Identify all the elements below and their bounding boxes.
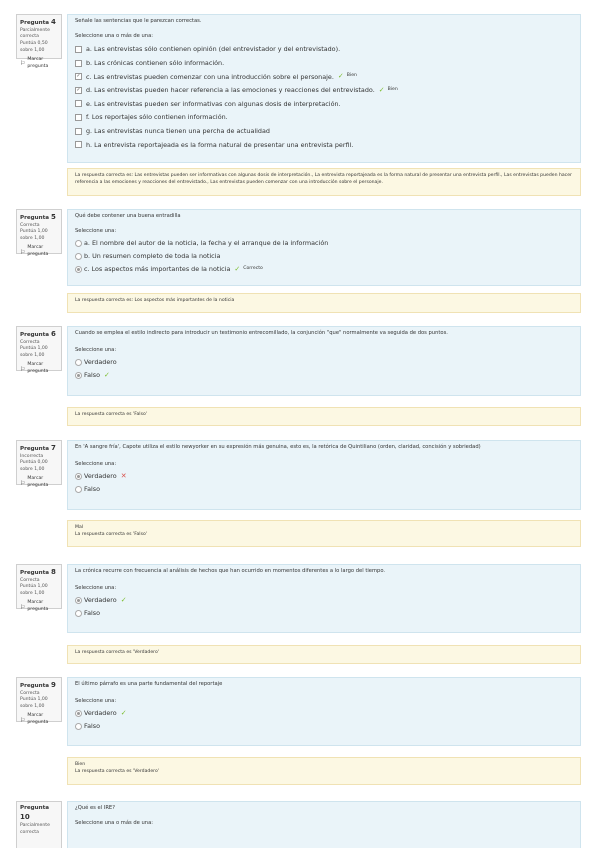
option-f[interactable]: f. Los reportajes sólo contienen información.	[75, 111, 573, 125]
question-info-8	[16, 564, 62, 613]
option-falso[interactable]: Falso	[75, 607, 573, 620]
correct-answer-text: La respuesta correcta es 'Falso'	[75, 412, 148, 417]
check-icon: ✓	[234, 264, 241, 273]
feedback-general: Mal	[75, 525, 84, 530]
question-state: Parcialmente correcta	[20, 27, 50, 40]
question-number: Pregunta 7	[20, 444, 56, 452]
radio[interactable]	[75, 610, 82, 617]
option-b[interactable]: b. Las crónicas contienen sólo información.	[75, 56, 573, 70]
correct-answer-text: La respuesta correcta es 'Verdadero'	[75, 769, 160, 775]
checkbox[interactable]	[75, 46, 82, 53]
checkbox[interactable]	[75, 128, 82, 135]
question-score: Puntúa 0,00 sobre 1,00	[20, 460, 48, 473]
answer-prompt: Seleccione una:	[75, 697, 117, 704]
feedback-7	[67, 520, 581, 547]
question-text: En 'A sangre fría', Capote utiliza el estilo newyorker en su expresión más genuina, esto es, la retórica de Quintiliano (orden, claridad, concisión y sobriedad)	[75, 444, 481, 450]
option-verdadero[interactable]: Verdadero ✓	[75, 707, 573, 720]
option-falso[interactable]: Falso	[75, 720, 573, 733]
option-verdadero[interactable]: Verdadero ✕	[75, 470, 573, 483]
check-icon: ✓	[120, 595, 127, 604]
question-number: Pregunta 8	[20, 568, 56, 576]
flag-icon: ⚐	[20, 716, 26, 724]
flag-question-link[interactable]: ⚐ Marcar pregunta	[20, 245, 49, 258]
flag-icon: ⚐	[20, 603, 26, 611]
correct-answer-text: La respuesta correcta es 'Falso'	[75, 532, 148, 538]
correct-answer-text: La respuesta correcta es: Los aspectos más importantes de la noticia	[75, 298, 235, 303]
question-state: Correcta	[20, 222, 40, 228]
feedback-4	[67, 168, 581, 196]
feedback-6	[67, 407, 581, 426]
question-number: Pregunta 6	[20, 330, 56, 338]
flag-question-link[interactable]: ⚐ Marcar pregunta	[20, 362, 49, 375]
question-content-4	[67, 14, 581, 163]
question-score: Puntúa 1,00 sobre 1,00	[20, 697, 48, 710]
option-d[interactable]: ✓ d. Las entrevistas pueden hacer referencia a las emociones y reacciones del entrevistado. ✓ Bien	[76, 85, 398, 95]
option-c[interactable]: c. Los aspectos más importantes de la noticia ✓ Correcto	[75, 263, 573, 276]
feedback-5	[67, 293, 581, 313]
radio-selected[interactable]	[75, 266, 82, 273]
flag-icon: ⚐	[20, 248, 26, 256]
option-verdadero[interactable]: Verdadero	[75, 356, 573, 369]
question-state: Correcta	[20, 690, 40, 696]
question-info-4	[16, 14, 62, 69]
question-text: El último párrafo es una parte fundamental del reportaje	[75, 681, 223, 687]
question-content-6	[67, 326, 581, 396]
checkbox[interactable]	[75, 100, 82, 107]
cross-icon: ✕	[120, 471, 127, 480]
answer-prompt: Seleccione una:	[75, 460, 117, 467]
feedback-9	[67, 757, 581, 785]
question-score: Puntúa 0,50 sobre 1,00	[20, 41, 48, 54]
checkbox-checked[interactable]: ✓	[76, 73, 81, 80]
radio[interactable]	[75, 240, 82, 247]
radio-selected[interactable]	[75, 710, 82, 717]
question-state: Incorrecta	[20, 453, 44, 459]
radio[interactable]	[75, 253, 82, 260]
checkbox[interactable]	[75, 141, 82, 148]
feedback-8	[67, 645, 581, 664]
question-info-9	[16, 677, 62, 726]
option-g[interactable]: g. Las entrevistas nunca tienen una percha de actualidad	[75, 124, 573, 138]
question-content-9	[67, 677, 581, 746]
question-number: Pregunta 9	[20, 681, 56, 689]
question-content-7	[67, 440, 581, 510]
question-state: Parcialmente correcta	[20, 822, 50, 835]
question-score: Puntúa 1,00 sobre 1,00	[20, 346, 48, 359]
question-content-10	[67, 801, 581, 848]
option-verdadero[interactable]: Verdadero ✓	[75, 594, 573, 607]
checkbox-checked[interactable]: ✓	[76, 86, 81, 93]
feedback-general: Bien	[75, 762, 86, 767]
checkbox[interactable]	[75, 114, 82, 121]
option-falso[interactable]: Falso	[75, 483, 573, 496]
question-number: Pregunta 4	[20, 18, 56, 26]
answer-prompt: Seleccione una:	[75, 584, 117, 591]
question-state: Correcta	[20, 577, 40, 583]
correct-answer-text: La respuesta correcta es 'Verdadero'	[75, 650, 160, 655]
option-a[interactable]: a. El nombre del autor de la noticia, la fecha y el arranque de la información	[75, 237, 573, 250]
option-e[interactable]: e. Las entrevistas pueden ser informativas con algunas dosis de interpretación.	[75, 97, 573, 111]
flag-question-link[interactable]: ⚐ Marcar pregunta	[20, 713, 49, 726]
question-info-6	[16, 326, 62, 375]
check-icon: ✓	[378, 85, 385, 94]
answer-prompt: Seleccione una o más de una:	[75, 819, 154, 826]
flag-icon: ⚐	[20, 479, 26, 487]
question-number: Pregunta 10	[20, 805, 50, 822]
radio-selected[interactable]	[75, 473, 82, 480]
radio[interactable]	[75, 486, 82, 493]
option-c[interactable]: ✓ c. Las entrevistas pueden comenzar con una introducción sobre el personaje. ✓ Bien	[76, 72, 357, 81]
option-h[interactable]: h. La entrevista reportajeada es la forma natural de presentar una entrevista perfil.	[75, 138, 573, 152]
question-number: Pregunta 5	[20, 213, 56, 221]
question-text: Señale las sentencias que le parezcan correctas.	[75, 18, 202, 24]
question-content-5	[67, 209, 581, 286]
question-text: ¿Qué es el IRE?	[75, 805, 115, 811]
radio-selected[interactable]	[75, 597, 82, 604]
radio[interactable]	[75, 359, 82, 366]
flag-icon: ⚐	[20, 365, 26, 373]
question-text: La crónica recurre con frecuencia al análisis de hechos que han ocurrido en momentos diferentes a lo largo del tiempo.	[75, 568, 386, 574]
question-text: Cuando se emplea el estilo indirecto para introducir un testimonio entrecomillado, la conjunción "que" normalmente va seguida de dos puntos.	[75, 330, 448, 336]
radio-selected[interactable]	[75, 372, 82, 379]
check-icon: ✓	[120, 708, 127, 717]
answer-prompt: Seleccione una o más de una:	[75, 32, 154, 39]
flag-question-link[interactable]: ⚐ Marcar pregunta	[20, 57, 49, 69]
correct-answer-text: La respuesta correcta es: Las entrevistas pueden ser informativas con algunas dosis de interpretación., La entrevista reportajeada es la forma natural de presentar una entrevista perfil., Las entrevistas pueden hacer referencia a las emociones y reacciones del entrevistado., Las entrevistas pueden comenzar con una introducción sobre el personaje.	[75, 173, 572, 186]
answer-prompt: Seleccione una:	[75, 346, 117, 353]
flag-icon: ⚐	[20, 60, 26, 68]
check-icon: ✓	[104, 370, 110, 379]
question-score: Puntúa 1,00 sobre 1,00	[20, 584, 48, 597]
question-info-7	[16, 440, 62, 489]
option-a[interactable]: a. Las entrevistas sólo contienen opinión (del entrevistador y del entrevistado).	[75, 43, 573, 57]
question-state: Correcta	[20, 339, 40, 345]
answer-options	[75, 43, 573, 152]
flag-question-link[interactable]: ⚐ Marcar pregunta	[20, 600, 49, 613]
check-icon: ✓	[337, 72, 344, 81]
checkbox[interactable]	[75, 60, 82, 67]
radio[interactable]	[75, 723, 82, 730]
question-text: Qué debe contener una buena entradilla	[75, 213, 181, 219]
answer-prompt: Seleccione una:	[75, 227, 117, 234]
question-info-10	[16, 801, 62, 848]
question-info-5	[16, 209, 62, 258]
question-score: Puntúa 1,00 sobre 1,00	[20, 229, 48, 242]
option-falso[interactable]: Falso ✓	[75, 369, 573, 382]
option-b[interactable]: b. Un resumen completo de toda la noticia	[75, 250, 573, 263]
question-content-8	[67, 564, 581, 633]
flag-question-link[interactable]: ⚐ Marcar pregunta	[20, 476, 49, 489]
